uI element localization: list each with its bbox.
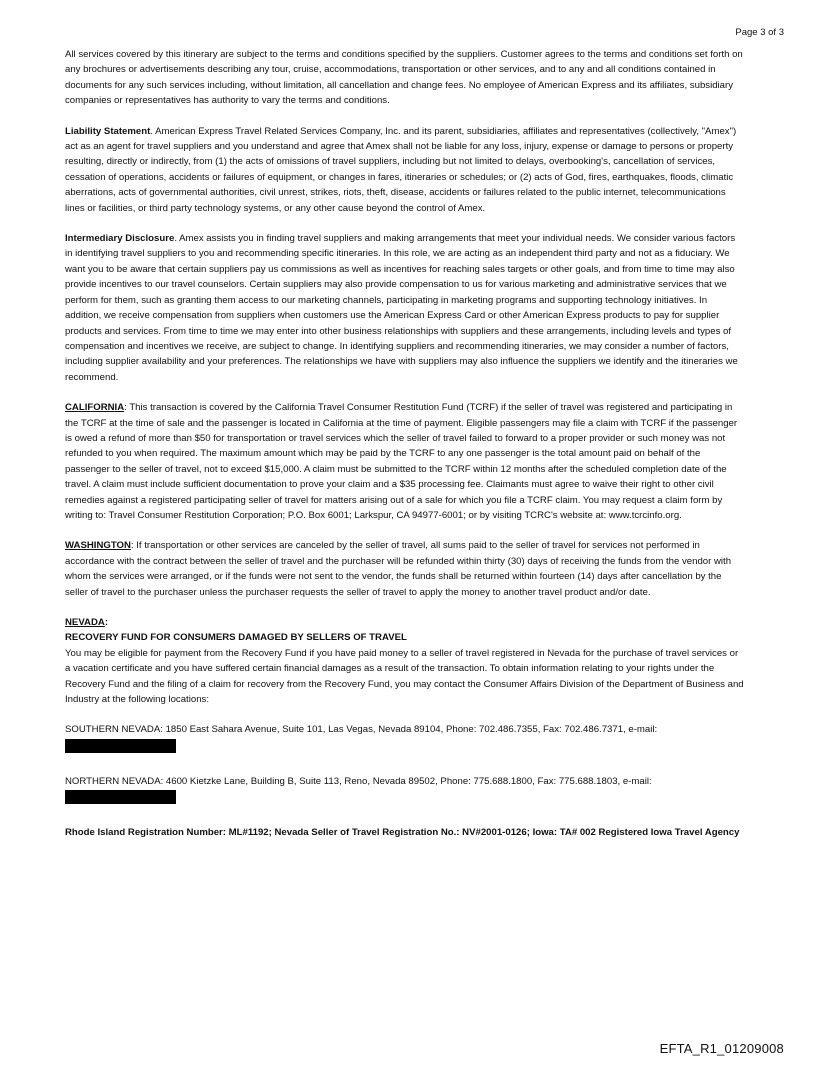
nevada-heading-colon: : bbox=[104, 617, 109, 628]
southern-nevada-text: SOUTHERN NEVADA: 1850 East Sahara Avenue, Suite 101, Las Vegas, Nevada 89104, Phone: 702.486.7355, Fax: 702.486.7371, e-mail: bbox=[65, 724, 658, 736]
terms-paragraph: All services covered by this itinerary are subject to the terms and conditions specified by the suppliers. Customer agrees to the terms and conditions set forth on any brochures or advertisements describing any tour, cruise, accommodations, transportation or other services, and to any and all conditions contained in documents for any such services including, without limitation, all cancellation and change fees. No employee of American Express and its affiliates, subsidiary companies or representatives has authority to vary the terms and conditions. bbox=[65, 49, 743, 107]
redaction-bar-southern-email bbox=[65, 739, 176, 753]
washington-paragraph bbox=[65, 538, 745, 600]
northern-nevada-text: NORTHERN NEVADA: 4600 Kietzke Lane, Building B, Suite 113, Reno, Nevada 89502, Phone: 775.688.1800, Fax: 775.688.1803, e-mail: bbox=[65, 775, 652, 787]
liability-paragraph bbox=[65, 124, 745, 216]
nevada-heading: NEVADA bbox=[65, 617, 105, 628]
washington-heading: WASHINGTON bbox=[65, 540, 131, 552]
intermediary-heading: Intermediary Disclosure bbox=[65, 233, 175, 245]
intermediary-paragraph bbox=[65, 231, 745, 385]
registration-statement: Rhode Island Registration Number: ML#1192; Nevada Seller of Travel Registration No.: NV#2001-0126; Iowa: TA# 002 Registered Iowa Travel Agency bbox=[65, 827, 740, 839]
washington-text: : If transportation or other services are canceled by the seller of travel, all sums paid to the seller of travel for services not performed in accordance with the contract between the seller of travel and the purchaser will be refunded within thirty (30) days of receiving the funds from the vendor with whom the services were arranged, or if the funds were not sent to the vendor, the funds shall be returned within fourteen (14) days after cancellation by the seller of travel to the purchaser unless the purchaser requests the seller of travel to apply the money to another travel product and/or date. bbox=[65, 540, 732, 598]
intermediary-text: . Amex assists you in finding travel suppliers and making arrangements that meet your individual needs. We consider various factors in identifying travel suppliers to you and recommending specific itineraries. In this role, we are acting as an independent third party and not as a fiduciary. We want you to be aware that certain suppliers pay us commissions as well as incentives for reaching sales targets or other goals, and from time to time may also provide incentives to our travel counselors. Certain suppliers may also provide compensation to us for various marketing and administrative services that we perform for them, such as granting them access to our marketing channels, participating in marketing programs and supporting technology initiatives. In addition, we receive compensation from suppliers when customers use the American Express Card or other American Express products to pay for supplier products and services. From time to time we may enter into other business relationships with suppliers and these arrangements, including levels and types of compensation and incentives we receive, are subject to change. In identifying suppliers and recommending itineraries, we may consider a number of factors, including supplier availability and your preferences. The relationships we have with suppliers may also influence the suppliers we identify and the itineraries we recommend. bbox=[65, 233, 738, 383]
liability-heading: Liability Statement bbox=[65, 125, 151, 137]
california-text: : This transaction is covered by the California Travel Consumer Restitution Fund (TCRF) if the seller of travel was registered and participating in the TCRF at the time of sale and the passenger is located in California at the time of payment. Eligible passengers may file a claim with TCRF if the passenger is owed a refund of more than $50 for transportation or travel services which the seller of travel failed to forward to a proper provider or such money was not refunded to you when required. The maximum amount which may be paid by the TCRF to any one passenger is the total amount paid on behalf of the passenger to the seller of travel, not to exceed $15,000. A claim must be submitted to the TCRF within 12 months after the scheduled completion date of the travel. A claim must include sufficient documentation to prove your claim and a $35 processing fee. Claimants must agree to waive their right to other civil remedies against a registered participating seller of travel for matters arising out of a sale for which you file a TCRF claim. You may request a claim form by writing to: Travel Consumer Restitution Corporation; P.O. Box 6001; Larkspur, CA 94977-6001; or by visiting TCRC's website at: www.tcrcinfo.org. bbox=[65, 402, 738, 521]
nevada-heading-line bbox=[65, 615, 745, 630]
document-body bbox=[65, 47, 745, 856]
northern-nevada-address bbox=[65, 774, 745, 804]
document-id: EFTA_R1_01209008 bbox=[659, 1041, 784, 1056]
nevada-paragraph: You may be eligible for payment from the Recovery Fund if you have paid money to a seller of travel registered in Nevada for the purchase of travel services or a vacation certificate and you have suffered certain financial damages as a result of the transaction. To obtain information relating to your rights under the Recovery Fund and the filing of a claim for recovery from the Recovery Fund, you may contact the Consumer Affairs Division of the Department of Business and Industry at the following locations: bbox=[65, 647, 744, 706]
redaction-bar-northern-email bbox=[65, 790, 176, 804]
page-number: Page 3 of 3 bbox=[735, 27, 784, 38]
southern-nevada-address bbox=[65, 722, 745, 752]
california-heading: CALIFORNIA bbox=[65, 402, 125, 414]
liability-text: . American Express Travel Related Services Company, Inc. and its parent, subsidiaries, affiliates and representatives (collectively, "Amex") act as an agent for travel suppliers and you understand and agree that Amex shall not be liable for any loss, injury, expense or damage to persons or property resulting, directly or indirectly, from (1) the acts of omissions of travel suppliers, including but not limited to delays, overbooking's, cancellation of services, cessation of operations, accidents or failures of equipment, or changes in fares, itineraries or schedules; or (2) acts of God, fires, earthquakes, floods, climatic aberrations, acts of governmental authorities, civil unrest, strikes, riots, theft, disease, accidents or failures related to the public internet, telecommunications lines or facilities, or third party technology systems, or any other cause beyond the control of Amex. bbox=[65, 125, 737, 214]
california-paragraph bbox=[65, 400, 745, 523]
nevada-subheading: RECOVERY FUND FOR CONSUMERS DAMAGED BY SELLERS OF TRAVEL bbox=[65, 632, 407, 644]
